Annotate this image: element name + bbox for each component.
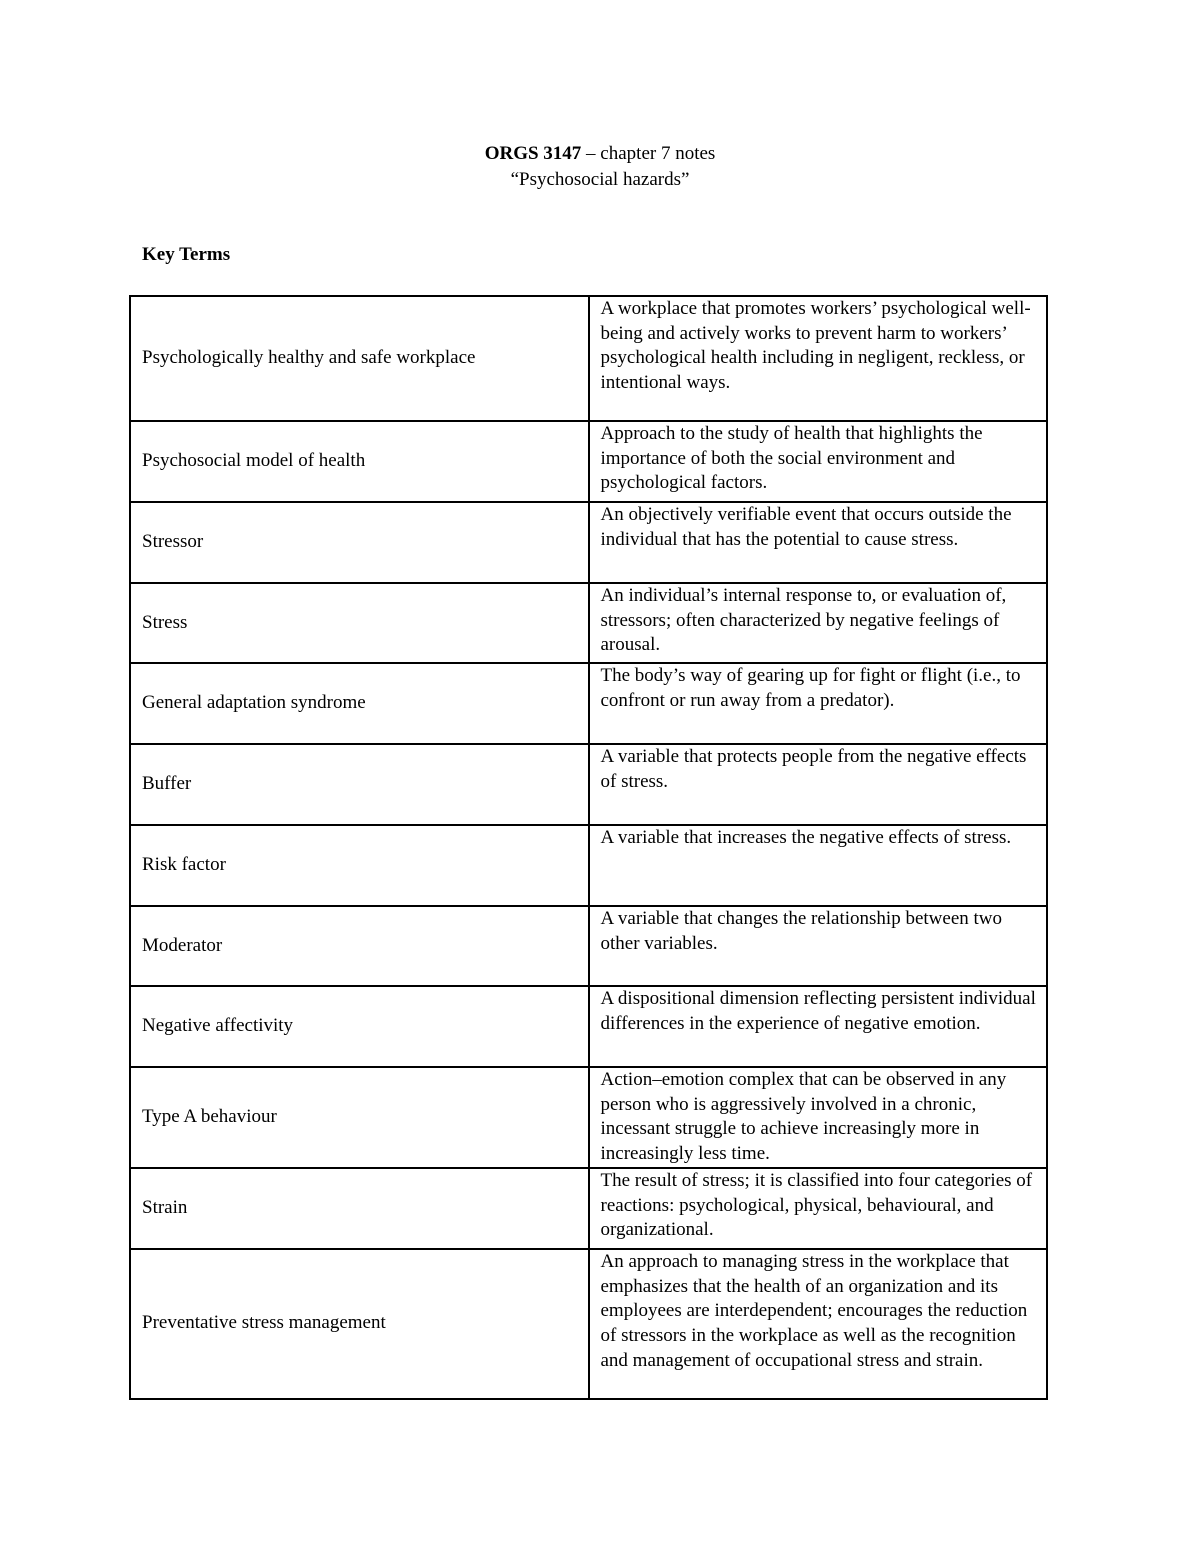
definition-cell: Approach to the study of health that highlights the importance of both the social environment and psychological factors.	[589, 421, 1048, 502]
term-cell: Moderator	[130, 906, 589, 986]
key-terms-heading: Key Terms	[142, 244, 231, 265]
term-cell: General adaptation syndrome	[130, 663, 589, 744]
table-row	[130, 502, 1047, 583]
term-cell: Psychologically healthy and safe workplace	[130, 296, 589, 421]
definition-cell: An approach to managing stress in the workplace that emphasizes that the health of an organization and its employees are interdependent; encourages the reduction of stressors in the workplace as well as the recognition and management of occupational stress and strain.	[589, 1249, 1048, 1399]
definition-cell: A variable that changes the relationship between two other variables.	[589, 906, 1048, 986]
table-row	[130, 1249, 1047, 1399]
definition-cell: A dispositional dimension reflecting persistent individual differences in the experience of negative emotion.	[589, 986, 1048, 1067]
table-row	[130, 583, 1047, 663]
term-cell: Negative affectivity	[130, 986, 589, 1067]
term-cell: Risk factor	[130, 825, 589, 906]
table-row	[130, 744, 1047, 825]
term-cell: Preventative stress management	[130, 1249, 589, 1399]
table-row	[130, 421, 1047, 502]
term-cell: Buffer	[130, 744, 589, 825]
definition-cell: An individual’s internal response to, or evaluation of, stressors; often characterized by negative feelings of arousal.	[589, 583, 1048, 663]
term-cell: Psychosocial model of health	[130, 421, 589, 502]
chapter-subtitle: “Psychosocial hazards”	[510, 169, 690, 190]
definition-cell: The body’s way of gearing up for fight or flight (i.e., to confront or run away from a predator).	[589, 663, 1048, 744]
key-terms-table-body	[130, 296, 1047, 1399]
course-title: – chapter 7 notes	[581, 143, 716, 164]
course-code: ORGS 3147	[484, 143, 582, 164]
definition-cell: A variable that protects people from the negative effects of stress.	[589, 744, 1048, 825]
definition-cell: An objectively verifiable event that occurs outside the individual that has the potential to cause stress.	[589, 502, 1048, 583]
term-cell: Strain	[130, 1168, 589, 1249]
table-row	[130, 906, 1047, 986]
document-title	[0, 141, 1200, 193]
term-cell: Stress	[130, 583, 589, 663]
table-row	[130, 1168, 1047, 1249]
title-line	[0, 141, 1200, 167]
table-row	[130, 986, 1047, 1067]
table-row	[130, 296, 1047, 421]
definition-cell: A variable that increases the negative effects of stress.	[589, 825, 1048, 906]
key-terms-table	[129, 295, 1048, 1400]
table-row	[130, 1067, 1047, 1168]
definition-cell: A workplace that promotes workers’ psychological well-being and actively works to prevent harm to workers’ psychological health including in negligent, reckless, or intentional ways.	[589, 296, 1048, 421]
definition-cell: The result of stress; it is classified into four categories of reactions: psychological, physical, behavioural, and organizational.	[589, 1168, 1048, 1249]
term-cell: Type A behaviour	[130, 1067, 589, 1168]
table-row	[130, 825, 1047, 906]
term-cell: Stressor	[130, 502, 589, 583]
definition-cell: Action–emotion complex that can be observed in any person who is aggressively involved in a chronic, incessant struggle to achieve increasingly more in increasingly less time.	[589, 1067, 1048, 1168]
table-row	[130, 663, 1047, 744]
